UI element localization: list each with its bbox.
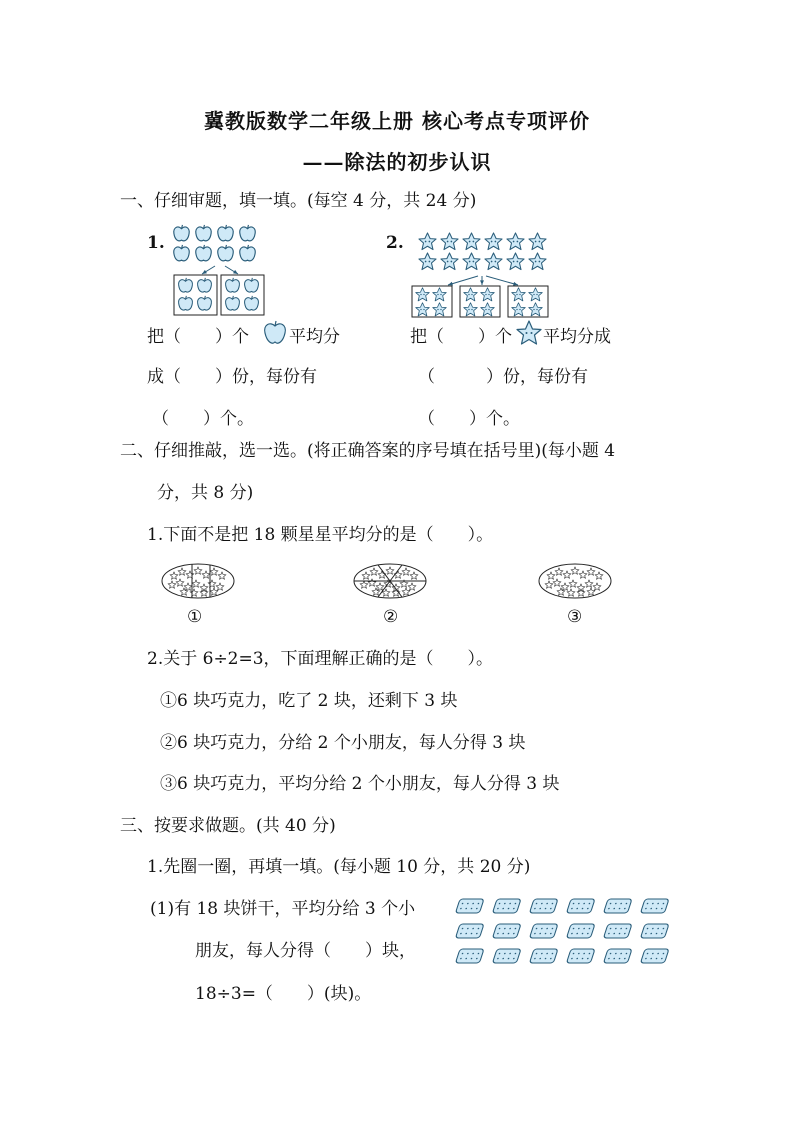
apple-icon [262,320,288,346]
star-icon [516,320,542,346]
apple-picture [170,222,270,317]
star-icon [419,233,436,250]
section2-q1-stem: 1.下面不是把 18 颗星星平均分的是（ ）。 [147,525,494,545]
q2-line1-b: 平均分成 [543,327,611,347]
apple-icon [240,225,255,241]
option-2-label: ② [383,607,399,627]
star-icon [463,253,480,270]
star-icon [419,253,436,270]
apple-icon [226,278,240,292]
star-oval [539,564,611,598]
apple-icon [240,245,255,261]
star-icon [485,233,502,250]
star-icon [441,233,458,250]
star-icon [529,288,543,301]
section2-heading-line2: 分，共 8 分) [157,483,254,503]
star-icon [441,253,458,270]
star-icon [485,253,502,270]
option-1-label: ① [187,607,203,627]
star-icon [481,303,495,316]
star-icon [507,233,524,250]
star-box [460,286,500,317]
apple-icon [218,245,233,261]
cookie-icon [566,949,595,963]
cookie-icon [492,949,521,963]
apple-icon [179,278,193,292]
q1-line1-b: 平均分 [289,327,340,347]
star-box [412,286,452,317]
arrow-head [448,282,453,286]
star-icon [529,303,543,316]
cookie-icon [455,924,484,938]
section2-q2-option-3: ③6 块巧克力，平均分给 2 个小朋友，每人分得 3 块 [160,774,560,794]
section3-sub1-line1: (1)有 18 块饼干，平均分给 3 个小 [150,899,416,919]
cookie-icon [455,899,484,913]
star-icon [481,288,495,301]
q2-number: 2. [386,233,404,253]
arrow-head [513,282,518,286]
section2-q2-option-2: ②6 块巧克力，分给 2 个小朋友，每人分得 3 块 [160,733,526,753]
star-icon [529,233,546,250]
star-icon [463,233,480,250]
cookie-icon [529,924,558,938]
star-icon [464,288,478,301]
section3-q1-stem: 1.先圈一圈，再填一填。(每小题 10 分，共 20 分) [147,857,531,877]
arrow-line [448,276,478,285]
cookie-icon [455,949,484,963]
apple-icon [174,225,189,241]
apple-icon [226,296,240,310]
star-ovals [160,562,620,602]
cookie-icon [640,899,669,913]
cookie-icon [603,924,632,938]
q1-line1-a: 把（ ）个 [147,327,249,347]
cookie-icon [566,924,595,938]
star-icon [507,253,524,270]
star-icon [433,303,447,316]
apple-icon [218,225,233,241]
cookie-icon [640,949,669,963]
q2-line3: （ ）个。 [418,409,520,429]
apple-icon [245,296,259,310]
cookie-icon [492,924,521,938]
cookie-icon [529,899,558,913]
q2-line2: （ ）份，每份有 [418,367,588,387]
section3-heading: 三、按要求做题。(共 40 分) [120,816,336,836]
star-box [508,286,548,317]
apple-icon [198,278,212,292]
cookie-icon [603,949,632,963]
apple-icon [179,296,193,310]
section2-heading-line1: 二、仔细推敲，选一选。(将正确答案的序号填在括号里)(每小题 4 [120,441,616,461]
star-picture [410,230,555,318]
apple-icon [174,245,189,261]
section3-sub1-line2: 朋友，每人分得（ ）块， [195,941,416,961]
apple-icon [245,278,259,292]
star-icon [416,303,430,316]
cookie-icon [603,899,632,913]
star-oval [162,564,234,598]
arrow-head [480,280,484,285]
section3-sub1-line3: 18÷3=（ ）(块)。 [195,984,372,1004]
page-subtitle: ——除法的初步认识 [302,150,492,174]
star-icon [464,303,478,316]
option-3-label: ③ [567,607,583,627]
star-icon [416,288,430,301]
star-icon [512,288,526,301]
section1-heading: 一、仔细审题，填一填。(每空 4 分，共 24 分) [120,191,477,211]
section2-q2-stem: 2.关于 6÷2=3，下面理解正确的是（ ）。 [147,649,494,669]
cookie-icon [492,899,521,913]
star-icon [529,253,546,270]
q2-line1-a: 把（ ）个 [410,327,512,347]
apple-icon [196,225,211,241]
cookie-icon [566,899,595,913]
arrow-line [486,276,518,285]
q1-line3: （ ）个。 [152,409,254,429]
section2-q2-option-1: ①6 块巧克力，吃了 2 块，还剩下 3 块 [160,691,458,711]
cookie-picture [452,895,674,975]
q1-number: 1. [147,233,165,253]
star-icon [433,288,447,301]
apple-icon [198,296,212,310]
star-icon [512,303,526,316]
cookie-icon [640,924,669,938]
cookie-icon [529,949,558,963]
q1-line2: 成（ ）份，每份有 [147,367,317,387]
apple-icon [196,245,211,261]
page-title: 冀教版数学二年级上册 核心考点专项评价 [204,109,590,133]
